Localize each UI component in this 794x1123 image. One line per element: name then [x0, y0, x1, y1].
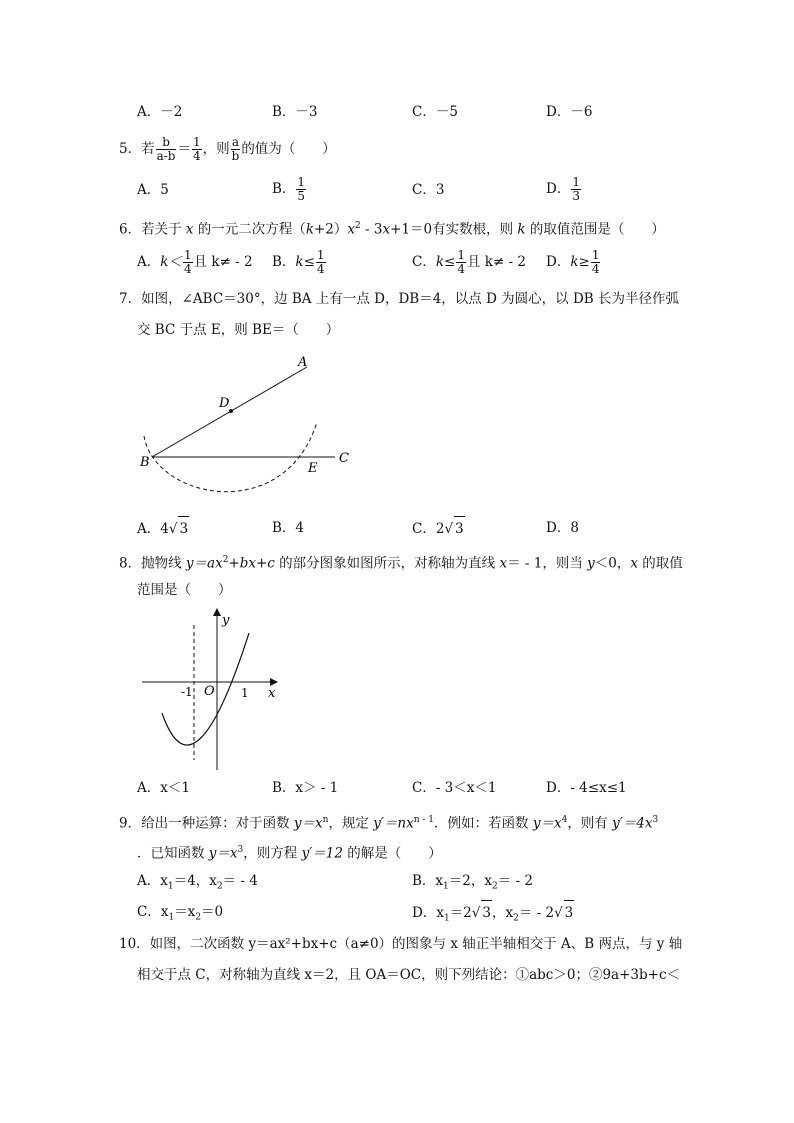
- q8-label-origin: O: [204, 684, 215, 699]
- q8-stem-line2: 范围是（ ）: [137, 582, 232, 598]
- q9-option-c: C．$x_1=x_2=0$: [137, 904, 224, 923]
- q7-label-b: B: [140, 455, 150, 470]
- q9-stem-line2: ．已知函数 $y=x^3$，则方程 y′＝12 的解是（ ）: [137, 845, 442, 862]
- q9-option-a: A．$x_1=4$，$x_2= - 4$: [137, 873, 258, 892]
- q7-label-c: C: [339, 451, 349, 466]
- q10-stem-line2: 相交于点 C，对称轴为直线 x＝2，且 OA＝OC，则下列结论：①abc＞0；②9a+3b+c＜: [137, 967, 681, 983]
- q8-option-c: C．- 3＜x＜1: [412, 780, 497, 796]
- q6-option-d: D．k≥ $\frac{1}{4}$: [546, 248, 600, 276]
- q4-option-a: A．－2: [137, 104, 183, 120]
- q6-stem: 6．若关于 x 的一元二次方程$(k+2)x^2 - 3x+1=0$有实数根，则 k 的取值范围是（ ）: [119, 221, 665, 238]
- q4-option-b: B．－3: [272, 104, 318, 120]
- q8-label-neg1: -1: [181, 685, 193, 699]
- q5-stem: 5．若 $\frac{b}{a-b}$ ＝ $\frac{1}{4}$ ，则 $\frac{a}{b}$ 的值为（ ）: [119, 135, 336, 163]
- q7-stem-line1: 7．如图，∠ABC＝30°，边 BA 上有一点 D，DB＝4，以点 D 为圆心，以 DB 长为半径作弧: [119, 291, 680, 307]
- q6-option-a: A．k＜ $\frac{1}{4}$ 且 k≠ - 2: [137, 248, 253, 276]
- q8-option-b: B．x＞ - 1: [272, 780, 339, 796]
- q8-option-a: A．x＜1: [137, 780, 190, 796]
- q7-option-a: A．4√ 3: [137, 516, 189, 541]
- q5-option-b: B． $\frac{1}{5}$: [272, 175, 306, 203]
- q7-option-d: D．8: [546, 520, 579, 536]
- q8-y-arrow: [213, 608, 221, 616]
- q8-x-arrow: [270, 678, 278, 686]
- q4-option-d: D．－6: [546, 104, 593, 120]
- q7-label-e: E: [308, 461, 318, 476]
- q7-label-d: D: [219, 396, 230, 411]
- q9-stem-line1: 9．给出一种运算：对于函数 $y=x^n$，规定 $y'=nx^{n - 1}$．例如：若函数 $y=x^4$，则有 $y'=4x^3$: [119, 815, 659, 832]
- q8-figure: [140, 605, 285, 770]
- q9-option-d: D．$x_1=2√$ 3，$x_2= - 2√$ 3: [412, 900, 574, 931]
- q10-stem-line1: 10．如图，二次函数 y＝ax²+bx+c（a≠0）的图象与 x 轴正半轴相交于 A、B 两点，与 y 轴: [119, 936, 683, 952]
- q7-point-d: [229, 409, 233, 413]
- q6-option-c: C．k≤ $\frac{1}{4}$ 且 k≠ - 2: [412, 248, 527, 276]
- q9-option-b: B．$x_1=2$，$x_2= - 2$: [412, 873, 533, 892]
- q7-figure: [135, 350, 355, 510]
- q5-option-a: A．5: [137, 182, 169, 198]
- q8-label-x: x: [268, 686, 276, 701]
- q7-label-a: A: [298, 355, 308, 370]
- q6-option-b: B．k≤ $\frac{1}{4}$: [272, 248, 325, 276]
- q8-label-1: 1: [241, 686, 249, 700]
- q8-label-y: y: [222, 613, 230, 628]
- q4-option-c: C．－5: [412, 104, 458, 120]
- q5-option-d: D． $\frac{1}{3}$: [546, 175, 580, 203]
- q5-option-c: C．3: [412, 182, 445, 198]
- q7-option-c: C．2√ 3: [412, 516, 465, 541]
- q8-stem-line1: 8．抛物线 $y=ax^2+bx+c$ 的部分图象如图所示，对称轴为直线 x＝ - 1，则当 y＜0，x 的取值: [119, 555, 683, 572]
- q7-option-b: B．4: [272, 520, 305, 536]
- q8-option-d: D．- 4≤x≤1: [546, 780, 627, 796]
- q7-stem-line2: 交 BC 于点 E，则 BE＝（ ）: [137, 322, 340, 338]
